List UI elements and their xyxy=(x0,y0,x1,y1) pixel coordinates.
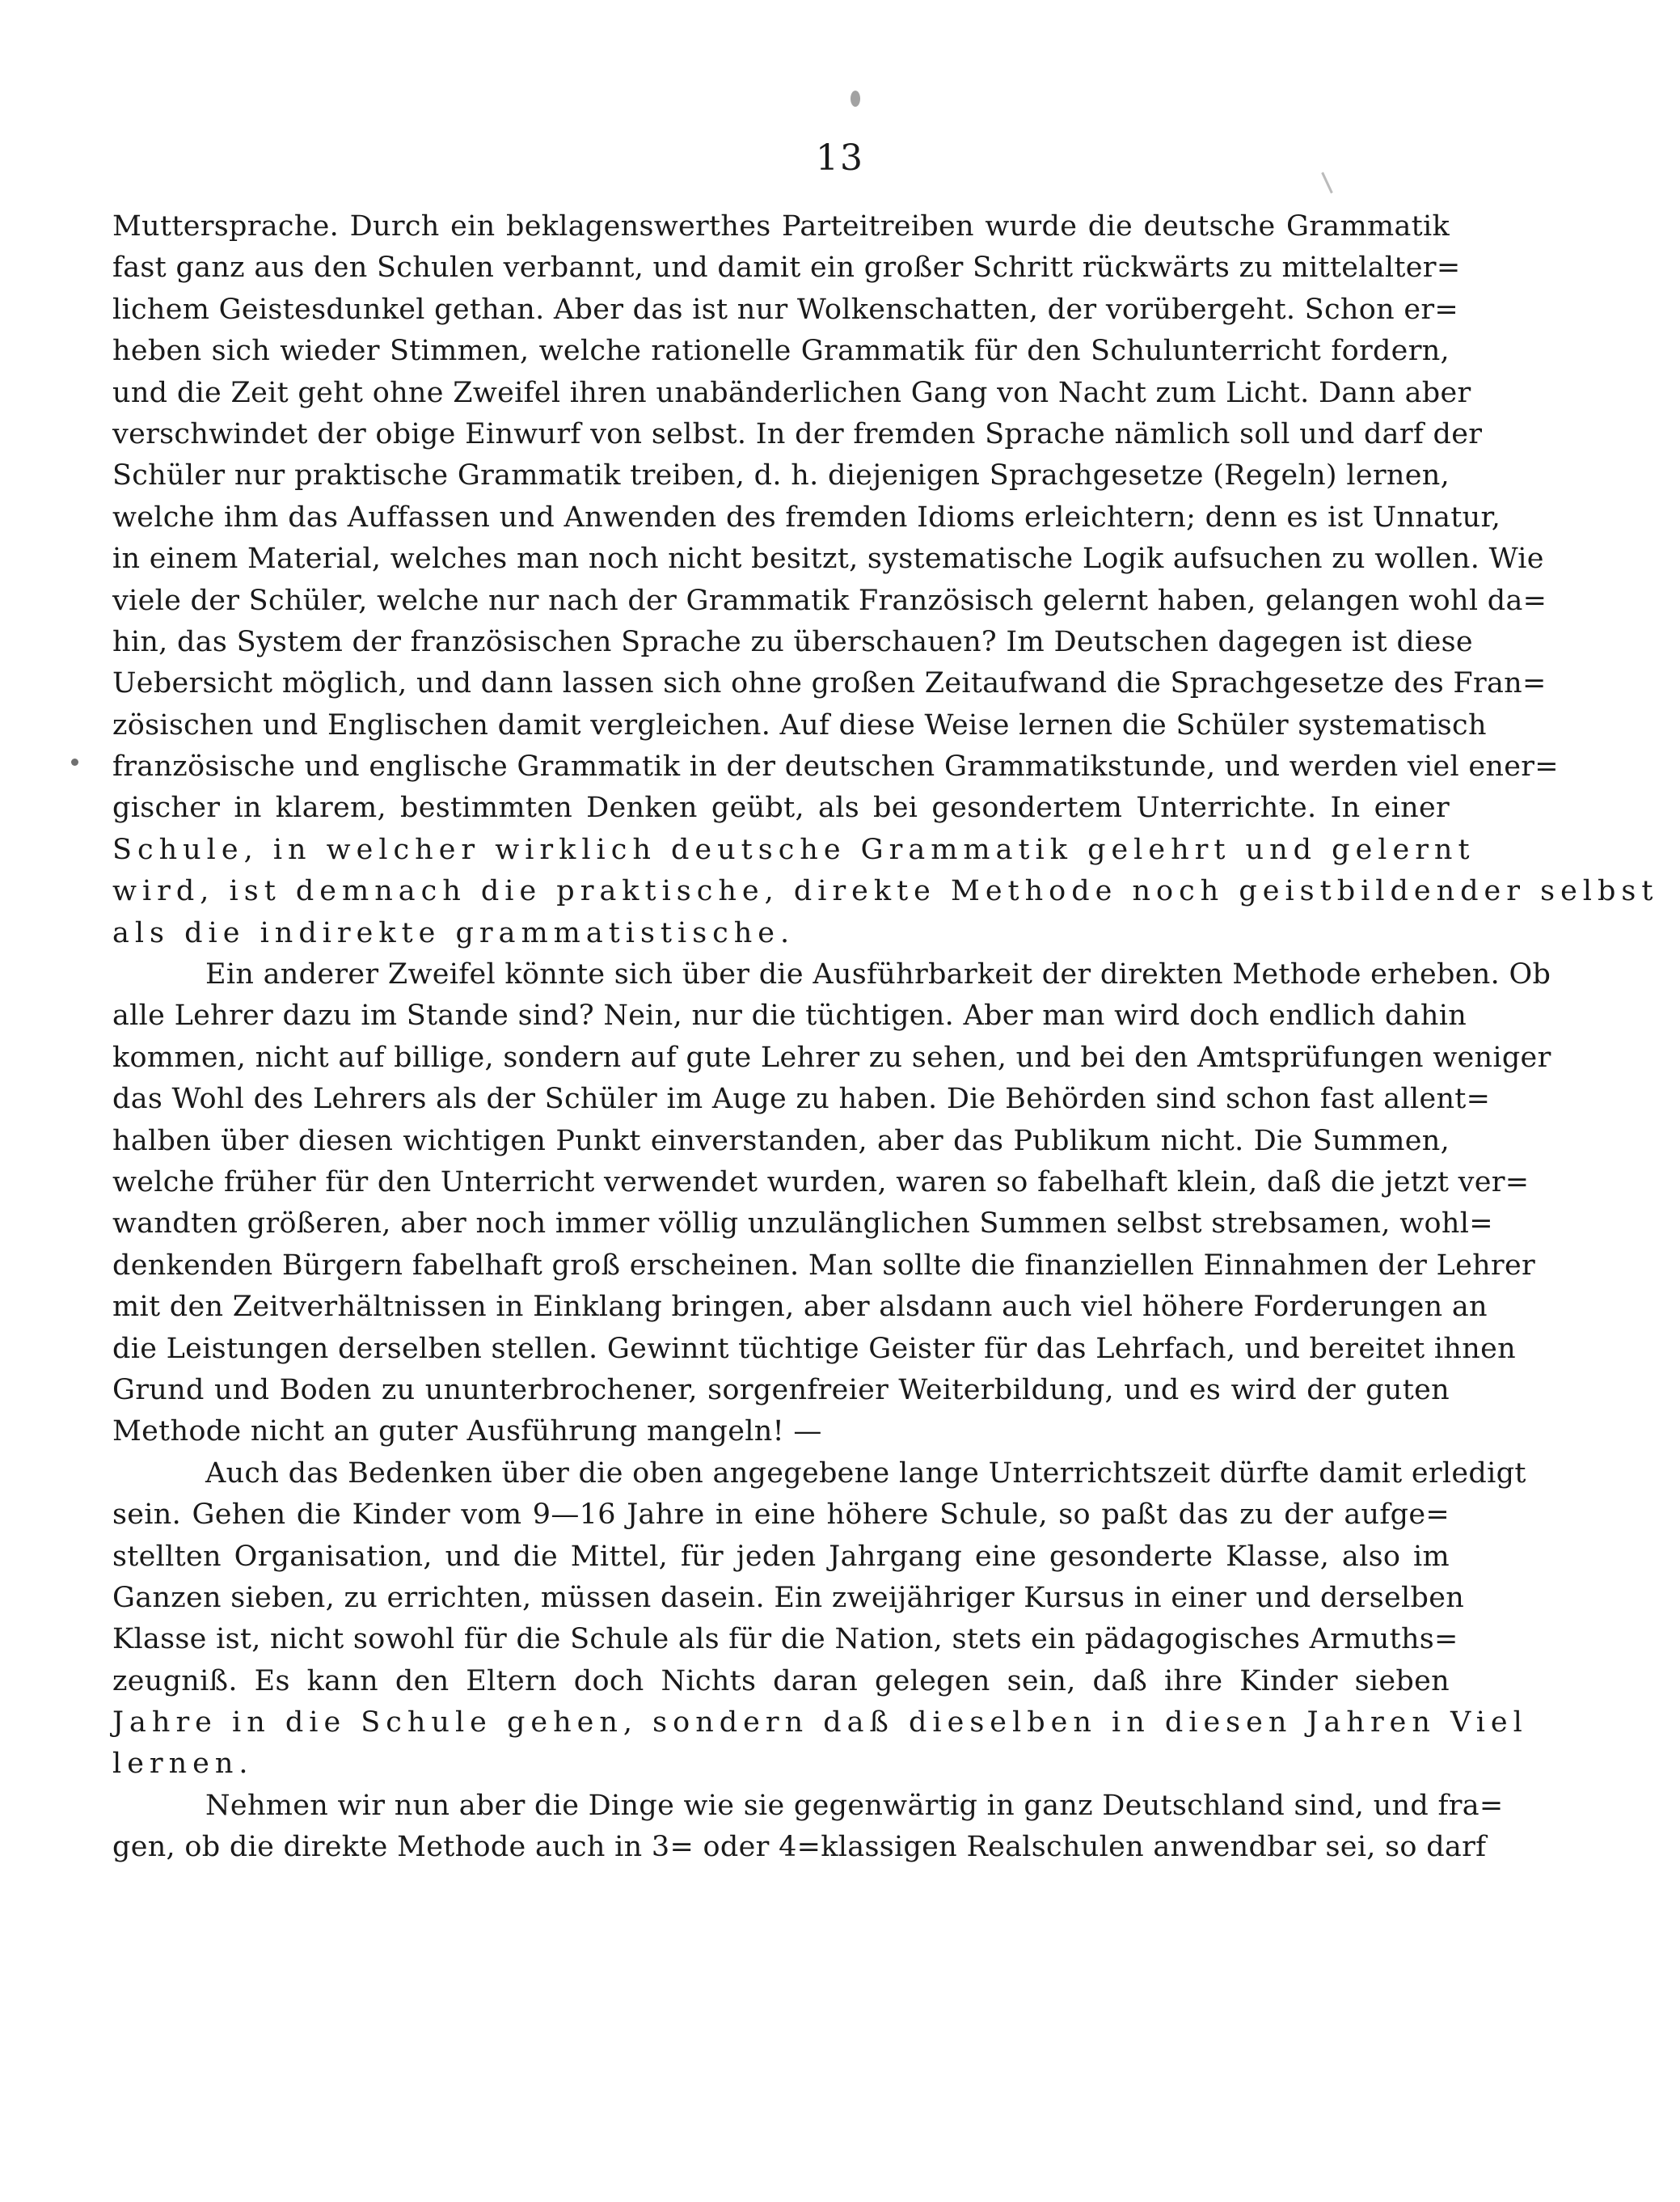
page-number: 13 xyxy=(816,137,864,179)
text-line: halben über diesen wichtigen Punkt einverstanden, aber das Publikum nicht. Die Summen, xyxy=(112,1124,1450,1157)
text-line: die Leistungen derselben stellen. Gewinnt tüchtige Geister für das Lehrfach, und bereitet ihnen xyxy=(112,1332,1516,1365)
text-line: welche ihm das Auffassen und Anwenden des fremden Idioms erleichtern; denn es ist Unnatur, xyxy=(112,501,1501,534)
text-line: Klasse ist, nicht sowohl für die Schule als für die Nation, stets ein pädagogisches Armuths= xyxy=(112,1623,1458,1656)
text-line: Schüler nur praktische Grammatik treiben, d. h. diejenigen Sprachgesetze (Regeln) lernen, xyxy=(112,459,1450,492)
text-line: Ganzen sieben, zu errichten, müssen dasein. Ein zweijähriger Kursus in einer und derselben xyxy=(112,1581,1465,1614)
text-line: gischer in klarem, bestimmten Denken geübt, als bei gesondertem Unterrichte. In einer xyxy=(112,792,1450,825)
text-line: Muttersprache. Durch ein beklagenswerthes Parteitreiben wurde die deutsche Grammatik xyxy=(112,210,1450,243)
paragraph-start-line: Nehmen wir nun aber die Dinge wie sie gegenwärtig in ganz Deutschland sind, und fra= xyxy=(205,1789,1504,1822)
text-line: stellten Organisation, und die Mittel, für jeden Jahrgang eine gesonderte Klasse, also im xyxy=(112,1540,1450,1573)
text-line: gen, ob die direkte Methode auch in 3= oder 4=klassigen Realschulen anwendbar sei, so darf xyxy=(112,1831,1487,1864)
text-line: mit den Zeitverhältnissen in Einklang bringen, aber alsdann auch viel höhere Forderungen an xyxy=(112,1291,1488,1324)
ink-speck xyxy=(851,91,860,107)
text-line-emphasis: Schule, in welcher wirklich deutsche Grammatik gelehrt und gelernt xyxy=(112,833,1475,866)
text-line: zösischen und Englischen damit vergleichen. Auf diese Weise lernen die Schüler systematisch xyxy=(112,708,1487,742)
text-line: heben sich wieder Stimmen, welche rationelle Grammatik für den Schulunterricht fordern, xyxy=(112,335,1450,368)
text-line: Uebersicht möglich, und dann lassen sich ohne großen Zeitaufwand die Sprachgesetze des Fran= xyxy=(112,667,1547,700)
text-line: sein. Gehen die Kinder vom 9—16 Jahre in eine höhere Schule, so paßt das zu der aufge= xyxy=(112,1498,1450,1532)
text-line: verschwindet der obige Einwurf von selbst. In der fremden Sprache nämlich soll und darf der xyxy=(112,417,1483,450)
text-line: kommen, nicht auf billige, sondern auf gute Lehrer zu sehen, und bei den Amtsprüfungen weniger xyxy=(112,1041,1551,1074)
text-line: und die Zeit geht ohne Zweifel ihren unabänderlichen Gang von Nacht zum Licht. Dann aber xyxy=(112,376,1471,409)
text-line: viele der Schüler, welche nur nach der Grammatik Französisch gelernt haben, gelangen wohl da= xyxy=(112,584,1547,617)
text-line-emphasis: als die indirekte grammatistische. xyxy=(112,916,796,949)
ink-dot xyxy=(71,759,78,766)
text-line: französische und englische Grammatik in der deutschen Grammatikstunde, und werden viel ener= xyxy=(112,750,1559,784)
text-line: welche früher für den Unterricht verwendet wurden, waren so fabelhaft klein, daß die jetzt ver= xyxy=(112,1165,1530,1198)
text-line: denkenden Bürgern fabelhaft groß erscheinen. Man sollte die finanziellen Einnahmen der Lehrer xyxy=(112,1249,1536,1282)
text-line-emphasis: wird, ist demnach die praktische, direkte Methode noch geistbildender selbst xyxy=(112,875,1659,908)
text-line: hin, das System der französischen Sprache zu überschauen? Im Deutschen dagegen ist diese xyxy=(112,625,1473,658)
text-line: in einem Material, welches man noch nicht besitzt, systematische Logik aufsuchen zu wollen. Wie xyxy=(112,543,1544,576)
text-line: Methode nicht an guter Ausführung mangeln! — xyxy=(112,1415,822,1448)
text-line: lichem Geistesdunkel gethan. Aber das ist nur Wolkenschatten, der vorübergeht. Schon er= xyxy=(112,293,1459,326)
paragraph-start-line: Auch das Bedenken über die oben angegebene lange Unterrichtszeit dürfte damit erledigt xyxy=(205,1456,1526,1490)
text-line-emphasis: Jahre in die Schule gehen, sondern daß dieselben in diesen Jahren Viel xyxy=(112,1706,1528,1739)
body-text xyxy=(112,206,1659,1869)
text-line: alle Lehrer dazu im Stande sind? Nein, nur die tüchtigen. Aber man wird doch endlich dahin xyxy=(112,1000,1467,1033)
text-line: das Wohl des Lehrers als der Schüler im Auge zu haben. Die Behörden sind schon fast allent= xyxy=(112,1083,1491,1116)
text-line: zeugniß. Es kann den Eltern doch Nichts daran gelegen sein, daß ihre Kinder sieben xyxy=(112,1664,1450,1697)
text-line: fast ganz aus den Schulen verbannt, und damit ein großer Schritt rückwärts zu mittelalter= xyxy=(112,251,1461,285)
text-line-emphasis: lernen. xyxy=(112,1748,254,1781)
text-line: wandten größeren, aber noch immer völlig unzulänglichen Summen selbst strebsamen, wohl= xyxy=(112,1207,1493,1240)
paragraph-start-line: Ein anderer Zweifel könnte sich über die Ausführbarkeit der direkten Methode erheben. Ob xyxy=(205,958,1551,991)
text-line: Grund und Boden zu ununterbrochener, sorgenfreier Weiterbildung, und es wird der guten xyxy=(112,1373,1450,1406)
